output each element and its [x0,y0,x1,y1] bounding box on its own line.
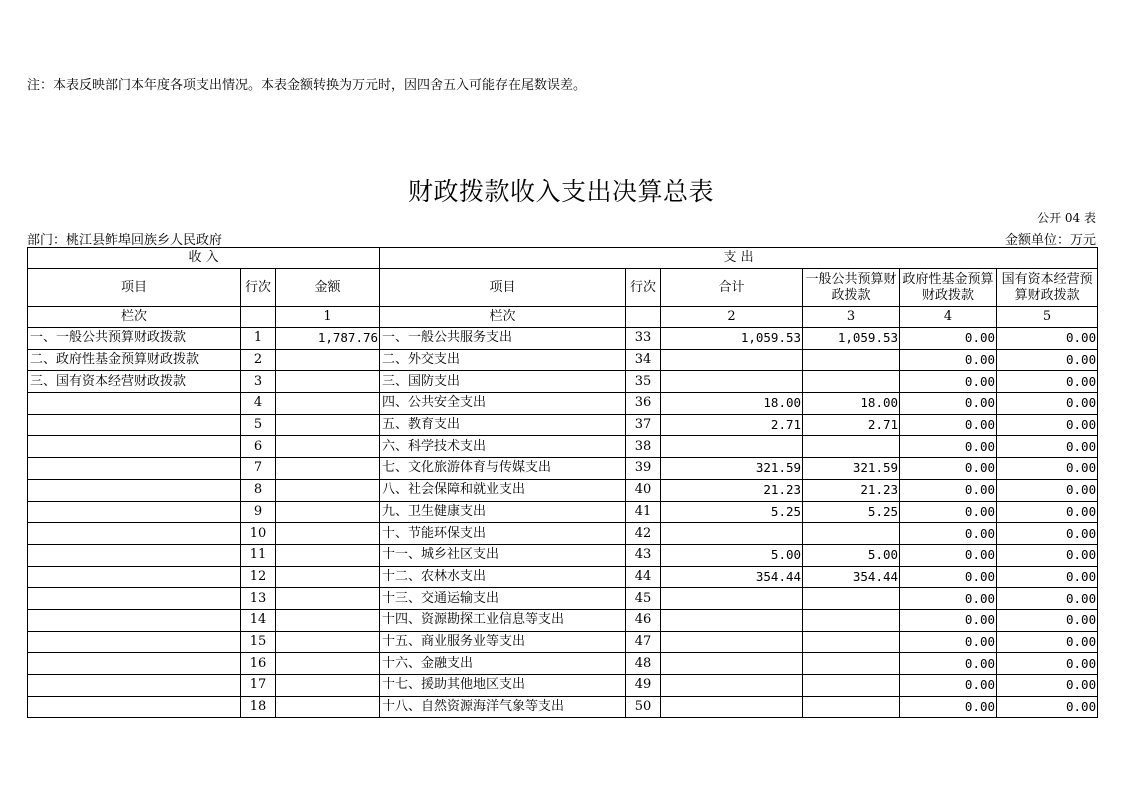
total-amount-cell [661,371,803,393]
expense-item-cell: 五、教育支出 [380,414,626,436]
general-budget-amount-cell [803,631,900,653]
income-row-no-cell: 10 [241,523,276,545]
general-budget-amount-cell: 18.00 [803,393,900,415]
table-row [28,479,1098,501]
income-row-no-cell: 14 [241,609,276,631]
income-row-no-cell: 17 [241,675,276,697]
gov-fund-header: 政府性基金预算财政拨款 [900,269,997,307]
income-column-no-label: 栏次 [28,307,241,328]
department-label: 部门：桃江县鲊埠回族乡人民政府 [27,233,223,248]
total-amount-cell: 18.00 [661,393,803,415]
state-capital-amount-cell: 0.00 [997,653,1098,675]
total-amount-cell: 2.71 [661,414,803,436]
income-row-no-cell: 7 [241,458,276,480]
income-amount-cell [276,393,380,415]
income-amount-cell [276,696,380,718]
income-item-cell [28,458,241,480]
total-amount-cell [661,588,803,610]
table-row [28,566,1098,588]
expense-row-no-cell: 35 [626,371,661,393]
gov-fund-amount-cell: 0.00 [900,544,997,566]
expense-item-cell: 四、公共安全支出 [380,393,626,415]
total-amount-cell [661,653,803,675]
table-row [28,588,1098,610]
expense-row-no-cell: 49 [626,675,661,697]
income-amount-cell [276,501,380,523]
general-budget-amount-cell: 5.00 [803,544,900,566]
state-capital-amount-cell: 0.00 [997,544,1098,566]
income-item-cell: 二、政府性基金预算财政拨款 [28,349,241,371]
column-number-3: 3 [803,307,900,328]
gov-fund-amount-cell: 0.00 [900,653,997,675]
state-capital-amount-cell: 0.00 [997,458,1098,480]
expense-row-no-cell: 47 [626,631,661,653]
expense-item-cell: 六、科学技术支出 [380,436,626,458]
gov-fund-amount-cell: 0.00 [900,696,997,718]
income-row-no-cell: 15 [241,631,276,653]
income-amount-cell [276,609,380,631]
state-capital-amount-cell: 0.00 [997,523,1098,545]
state-capital-amount-cell: 0.00 [997,588,1098,610]
income-row-no-cell: 1 [241,328,276,350]
table-row [28,393,1098,415]
state-capital-amount-cell: 0.00 [997,393,1098,415]
expense-row-no-header: 行次 [626,269,661,307]
income-row-no-header: 行次 [241,269,276,307]
state-capital-header: 国有资本经营预算财政拨款 [997,269,1098,307]
general-budget-amount-cell: 1,059.53 [803,328,900,350]
general-budget-amount-cell: 21.23 [803,479,900,501]
column-number-1: 1 [276,307,380,328]
gov-fund-amount-cell: 0.00 [900,631,997,653]
expense-item-cell: 一、一般公共服务支出 [380,328,626,350]
income-amount-cell [276,653,380,675]
expense-item-cell: 二、外交支出 [380,349,626,371]
form-number: 公开 04 表 [1037,211,1096,225]
table-row [28,371,1098,393]
income-amount-cell [276,675,380,697]
income-item-cell [28,653,241,675]
expense-row-no-cell: 41 [626,501,661,523]
income-item-cell [28,436,241,458]
expense-row-no-cell: 42 [626,523,661,545]
income-amount-cell: 1,787.76 [276,328,380,350]
state-capital-amount-cell: 0.00 [997,631,1098,653]
income-amount-cell [276,479,380,501]
income-item-cell [28,544,241,566]
gov-fund-amount-cell: 0.00 [900,328,997,350]
table-row [28,458,1098,480]
gov-fund-amount-cell: 0.00 [900,566,997,588]
income-item-cell: 一、一般公共预算财政拨款 [28,328,241,350]
state-capital-amount-cell: 0.00 [997,328,1098,350]
general-budget-amount-cell [803,371,900,393]
general-budget-amount-cell [803,436,900,458]
expense-section-header: 支 出 [380,248,1098,269]
income-amount-cell [276,544,380,566]
gov-fund-amount-cell: 0.00 [900,349,997,371]
state-capital-amount-cell: 0.00 [997,501,1098,523]
expense-row-no-cell: 48 [626,653,661,675]
total-amount-cell [661,436,803,458]
income-row-no-cell: 2 [241,349,276,371]
table-row [28,523,1098,545]
total-amount-cell: 5.25 [661,501,803,523]
general-budget-amount-cell: 5.25 [803,501,900,523]
income-section-header: 收 入 [28,248,380,269]
gov-fund-amount-cell: 0.00 [900,436,997,458]
total-amount-cell: 321.59 [661,458,803,480]
expense-item-cell: 十六、金融支出 [380,653,626,675]
expense-item-cell: 十五、商业服务业等支出 [380,631,626,653]
header-row-columns [28,269,1098,307]
income-item-cell [28,523,241,545]
income-item-cell [28,566,241,588]
expense-item-cell: 三、国防支出 [380,371,626,393]
income-row-no-cell: 9 [241,501,276,523]
gov-fund-amount-cell: 0.00 [900,458,997,480]
income-row-no-cell: 18 [241,696,276,718]
expense-item-cell: 十七、援助其他地区支出 [380,675,626,697]
expense-row-no-cell: 46 [626,609,661,631]
general-budget-amount-cell: 321.59 [803,458,900,480]
income-amount-cell [276,458,380,480]
total-amount-cell [661,631,803,653]
expense-item-cell: 十四、资源勘探工业信息等支出 [380,609,626,631]
income-amount-cell [276,566,380,588]
state-capital-amount-cell: 0.00 [997,371,1098,393]
income-row-no-cell: 6 [241,436,276,458]
expense-row-no-cell: 37 [626,414,661,436]
general-budget-amount-cell [803,349,900,371]
expense-row-no-cell: 38 [626,436,661,458]
table-note: 注：本表反映部门本年度各项支出情况。本表金额转换为万元时，因四舍五入可能存在尾数误差。 [27,78,587,93]
income-item-cell [28,588,241,610]
expense-row-no-cell: 50 [626,696,661,718]
table-row [28,675,1098,697]
column-number-2: 2 [661,307,803,328]
income-item-cell [28,675,241,697]
income-row-no-cell: 11 [241,544,276,566]
expense-row-no-cell: 33 [626,328,661,350]
income-row-no-cell: 13 [241,588,276,610]
table-row [28,653,1098,675]
expense-column-no-label: 栏次 [380,307,626,328]
state-capital-amount-cell: 0.00 [997,414,1098,436]
state-capital-amount-cell: 0.00 [997,609,1098,631]
gov-fund-amount-cell: 0.00 [900,371,997,393]
header-row-section [28,248,1098,269]
general-budget-header: 一般公共预算财政拨款 [803,269,900,307]
table-row [28,544,1098,566]
expense-row-no-blank [626,307,661,328]
general-budget-amount-cell [803,609,900,631]
income-item-cell: 三、国有资本经营财政拨款 [28,371,241,393]
income-row-no-blank [241,307,276,328]
amount-unit-label: 金额单位：万元 [1004,233,1096,248]
income-row-no-cell: 5 [241,414,276,436]
gov-fund-amount-cell: 0.00 [900,675,997,697]
income-amount-cell [276,523,380,545]
general-budget-amount-cell [803,523,900,545]
gov-fund-amount-cell: 0.00 [900,414,997,436]
income-item-cell [28,631,241,653]
total-amount-cell [661,349,803,371]
income-row-no-cell: 4 [241,393,276,415]
income-amount-cell [276,631,380,653]
income-amount-cell [276,588,380,610]
total-amount-cell: 5.00 [661,544,803,566]
column-number-5: 5 [997,307,1098,328]
income-item-cell [28,414,241,436]
table-row [28,414,1098,436]
income-item-cell [28,501,241,523]
expense-item-cell: 十八、自然资源海洋气象等支出 [380,696,626,718]
income-item-cell [28,393,241,415]
state-capital-amount-cell: 0.00 [997,479,1098,501]
income-amount-cell [276,349,380,371]
table-row [28,609,1098,631]
income-item-cell [28,696,241,718]
table-row [28,631,1098,653]
expense-row-no-cell: 43 [626,544,661,566]
expense-item-cell: 十二、农林水支出 [380,566,626,588]
expense-item-cell: 十一、城乡社区支出 [380,544,626,566]
total-amount-cell [661,523,803,545]
general-budget-amount-cell: 354.44 [803,566,900,588]
income-item-cell [28,609,241,631]
expense-item-cell: 十三、交通运输支出 [380,588,626,610]
state-capital-amount-cell: 0.00 [997,696,1098,718]
expense-row-no-cell: 40 [626,479,661,501]
gov-fund-amount-cell: 0.00 [900,523,997,545]
income-amount-cell [276,436,380,458]
gov-fund-amount-cell: 0.00 [900,609,997,631]
state-capital-amount-cell: 0.00 [997,566,1098,588]
expense-item-cell: 八、社会保障和就业支出 [380,479,626,501]
total-amount-cell [661,696,803,718]
header-row-column-numbers [28,307,1098,328]
total-header: 合计 [661,269,803,307]
income-amount-header: 金额 [276,269,380,307]
expense-row-no-cell: 36 [626,393,661,415]
table-row [28,696,1098,718]
table-row [28,436,1098,458]
income-amount-cell [276,371,380,393]
state-capital-amount-cell: 0.00 [997,675,1098,697]
expense-row-no-cell: 44 [626,566,661,588]
expense-item-cell: 七、文化旅游体育与传媒支出 [380,458,626,480]
gov-fund-amount-cell: 0.00 [900,393,997,415]
total-amount-cell: 354.44 [661,566,803,588]
state-capital-amount-cell: 0.00 [997,436,1098,458]
income-amount-cell [276,414,380,436]
general-budget-amount-cell [803,588,900,610]
total-amount-cell [661,609,803,631]
table-row [28,501,1098,523]
total-amount-cell [661,675,803,697]
expense-item-cell: 十、节能环保支出 [380,523,626,545]
income-row-no-cell: 3 [241,371,276,393]
expense-row-no-cell: 45 [626,588,661,610]
table-row [28,328,1098,350]
income-row-no-cell: 8 [241,479,276,501]
income-item-cell [28,479,241,501]
expense-item-cell: 九、卫生健康支出 [380,501,626,523]
state-capital-amount-cell: 0.00 [997,349,1098,371]
total-amount-cell: 1,059.53 [661,328,803,350]
general-budget-amount-cell [803,675,900,697]
general-budget-amount-cell: 2.71 [803,414,900,436]
general-budget-amount-cell [803,653,900,675]
total-amount-cell: 21.23 [661,479,803,501]
expense-item-header: 项目 [380,269,626,307]
general-budget-amount-cell [803,696,900,718]
column-number-4: 4 [900,307,997,328]
income-item-header: 项目 [28,269,241,307]
budget-summary-table [27,247,1098,718]
income-row-no-cell: 12 [241,566,276,588]
gov-fund-amount-cell: 0.00 [900,501,997,523]
gov-fund-amount-cell: 0.00 [900,588,997,610]
page-title: 财政拨款收入支出决算总表 [407,177,714,206]
gov-fund-amount-cell: 0.00 [900,479,997,501]
table-row [28,349,1098,371]
expense-row-no-cell: 39 [626,458,661,480]
expense-row-no-cell: 34 [626,349,661,371]
income-row-no-cell: 16 [241,653,276,675]
